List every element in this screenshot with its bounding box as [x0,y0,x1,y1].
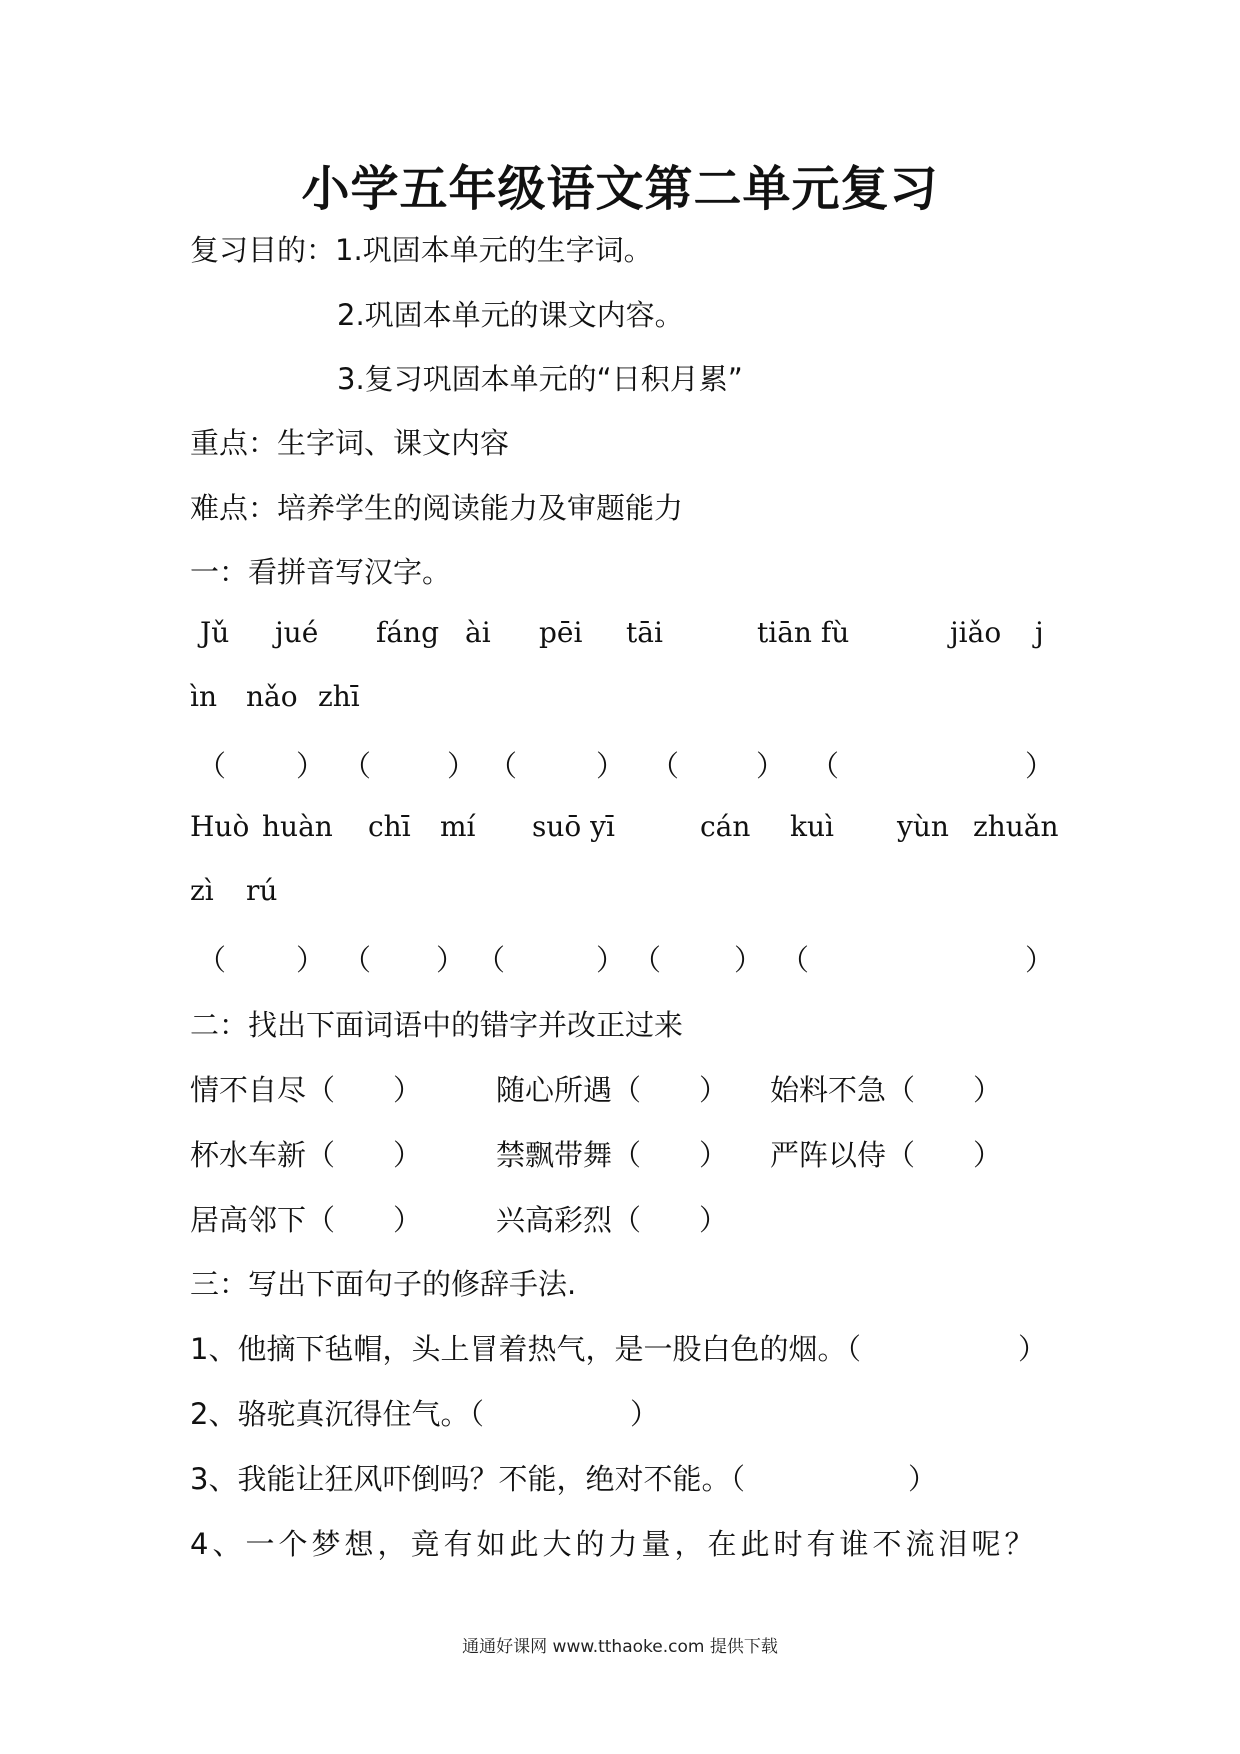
answer-blank: （ ） [612,1203,729,1237]
section-2-heading: 二：找出下面词语中的错字并改正过来 [190,1008,684,1042]
answer-blank: （ ） [612,1073,729,1107]
pinyin: nǎo [246,680,298,713]
pinyin: Jǔ [200,616,230,649]
difficulty: 难点：培养学生的阅读能力及审题能力 [190,491,684,525]
typo-word: 严阵以侍（ ） [770,1138,1003,1172]
pinyin: zì [190,874,214,907]
sentence-item [190,1392,660,1433]
typo-word: 情不自尽（ ） [190,1073,423,1107]
pinyin: zhī [318,680,360,713]
footer-credit: 通通好课网 www.tthaoke.com 提供下载 [462,1637,778,1657]
pinyin: suō yī [532,810,615,843]
sentence-item [190,1522,1037,1563]
paren-close: ） [1018,1332,1048,1366]
pinyin: ài [465,616,491,649]
pinyin: cán [700,810,751,843]
paren-close: ） [596,749,626,783]
pinyin: huàn [262,810,333,843]
typo-word: 居高邻下（ ） [190,1203,423,1237]
paren-open: （ [650,749,680,783]
section-1-heading: 一：看拼音写汉字。 [190,555,452,589]
paren-open: （ [197,943,227,977]
objectives-label: 复习目的： [190,233,336,267]
pinyin: j [1035,616,1044,649]
pinyin: yùn [897,810,949,843]
paren-open: （ [197,749,227,783]
paren-close: ） [596,943,626,977]
answer-blank: （ ） [306,1203,423,1237]
paren-close: ） [756,749,786,783]
pinyin: ìn [190,680,217,713]
answer-blank: （ ） [306,1073,423,1107]
paren-open: （ [780,943,810,977]
paren-open: （ [488,749,518,783]
objective-item: 1.巩固本单元的生字词。 [335,233,653,267]
paren-open: （ [810,749,840,783]
pinyin: kuì [790,810,834,843]
sentence-text: 1、他摘下毡帽，头上冒着热气，是一股白色的烟。（ [190,1332,861,1366]
paren-open: （ [476,943,506,977]
paren-close: ） [296,749,326,783]
answer-blank: （ ） [886,1138,1003,1172]
typo-word: 禁飘带舞（ ） [496,1138,729,1172]
sentence-text: 3、我能让狂风吓倒吗？不能，绝对不能。（ [190,1462,745,1496]
typo-word: 始料不急（ ） [770,1073,1003,1107]
page-title: 小学五年级语文第二单元复习 [301,161,939,217]
pinyin: pēi [539,616,583,649]
pinyin: mí [440,810,476,843]
paren-close: ） [630,1397,660,1431]
pinyin: jiǎo [950,616,1002,649]
paren-open: （ [342,943,372,977]
sentence-item [190,1457,938,1498]
paren-close: ） [447,749,477,783]
sentence-item [190,1327,1048,1368]
sentence-text: 2、骆驼真沉得住气。（ [190,1397,484,1431]
paren-open: （ [632,943,662,977]
paren-close: ） [1025,943,1055,977]
pinyin: rú [246,874,278,907]
paren-close: ） [908,1462,938,1496]
objective-item: 2.巩固本单元的课文内容。 [337,298,684,332]
paren-close: ） [734,943,764,977]
pinyin: tāi [626,616,663,649]
objectives-line-1 [190,228,653,269]
pinyin: fáng [376,616,440,649]
paren-open: （ [342,749,372,783]
paren-close: ） [436,943,466,977]
pinyin: jué [275,616,319,649]
sentence-text: 4、一个梦想，竟有如此大的力量，在此时有谁不流泪呢？ [190,1527,1038,1561]
section-3-heading: 三：写出下面句子的修辞手法. [190,1267,577,1301]
typo-word: 随心所遇（ ） [496,1073,729,1107]
answer-blank: （ ） [612,1138,729,1172]
answer-blank: （ ） [886,1073,1003,1107]
key-point: 重点：生字词、课文内容 [190,426,510,460]
typo-word: 兴高彩烈（ ） [496,1203,729,1237]
pinyin: chī [368,810,411,843]
objective-item: 3.复习巩固本单元的“日积月累” [337,362,743,396]
paren-close: ） [1025,749,1055,783]
pinyin: Huò [190,810,250,843]
typo-word: 杯水车新（ ） [190,1138,423,1172]
answer-blank: （ ） [306,1138,423,1172]
pinyin: zhuǎn [973,810,1059,843]
pinyin: tiān fù [757,616,850,649]
paren-close: ） [296,943,326,977]
